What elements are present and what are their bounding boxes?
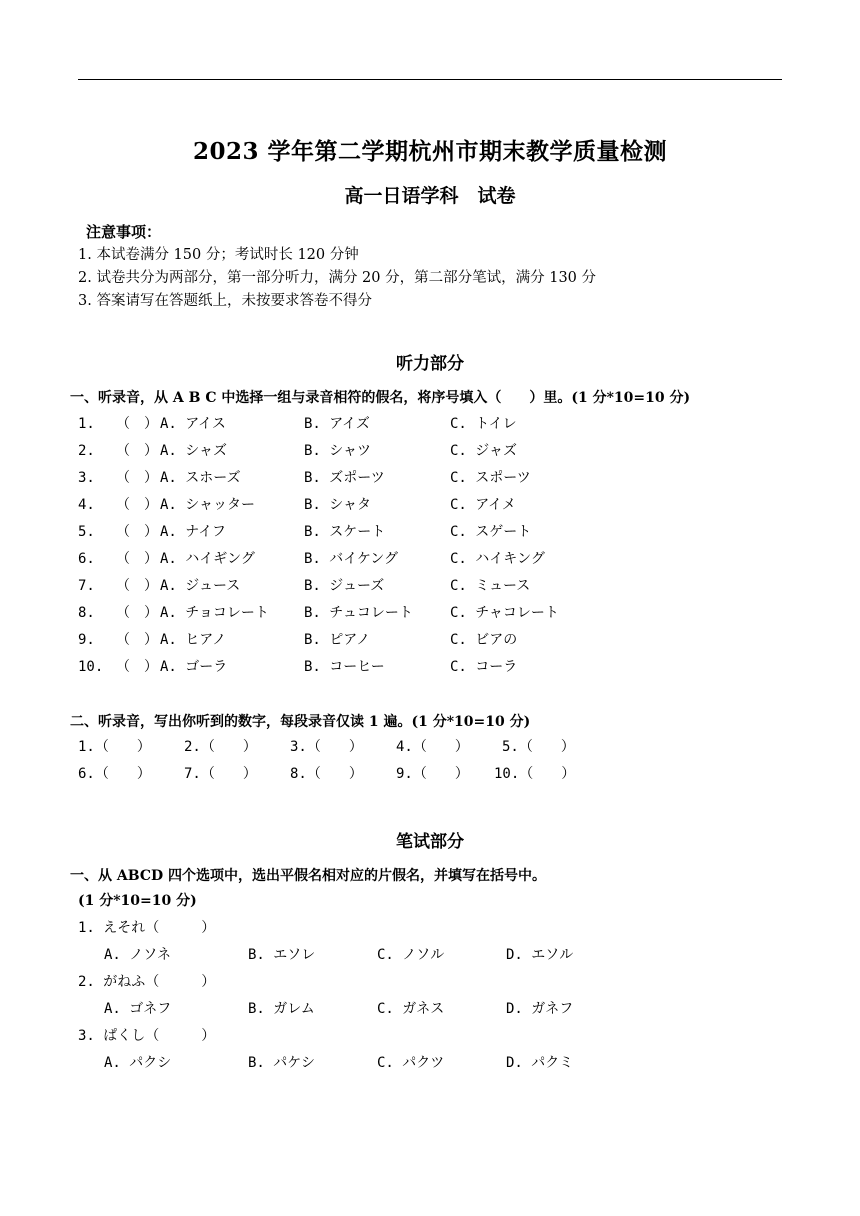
number-blank[interactable]: 2.（ ）	[184, 739, 257, 755]
number-blank[interactable]: 4.（ ）	[396, 739, 469, 755]
option-a: A. ノソネ	[104, 947, 172, 963]
option-a: A. ナイフ	[160, 524, 226, 540]
number-blank[interactable]: 1.（ ）	[78, 739, 151, 755]
option-b: B. ガレム	[248, 1001, 315, 1017]
notice-list	[78, 244, 596, 313]
answer-blank[interactable]: （ ）	[116, 659, 158, 675]
option-a: A. ジュース	[160, 578, 241, 594]
option-a: A. パクシ	[104, 1055, 172, 1071]
answer-blank[interactable]: （ ）	[116, 443, 158, 459]
writing-part1-instruction: 一、从 ABCD 四个选项中，选出平假名相对应的片假名，并填写在括号中。	[70, 868, 546, 884]
answer-blank[interactable]: （ ）	[116, 497, 158, 513]
answer-blank[interactable]: （ ）	[116, 632, 158, 648]
number-blank[interactable]: 7.（ ）	[184, 766, 257, 782]
listening-part1-instruction: 一、听录音，从 A B C 中选择一组与录音相符的假名，将序号填入（ ）里。(1 分*10=10 分)	[70, 390, 691, 406]
option-b: B. アイズ	[304, 416, 370, 432]
question-number: 8.	[78, 605, 95, 621]
option-b: B. ジューズ	[304, 578, 385, 594]
option-b: B. エソレ	[248, 947, 316, 963]
option-c: C. ガネス	[377, 1001, 445, 1017]
option-b: B. バイケング	[304, 551, 399, 567]
number-blank[interactable]: 3.（ ）	[290, 739, 363, 755]
option-b: B. シャツ	[304, 443, 372, 459]
question-stem[interactable]: 1. えそれ（ ）	[78, 920, 216, 936]
number-blank-row	[78, 734, 778, 761]
option-c: C. ビアの	[450, 632, 518, 648]
answer-blank[interactable]: （ ）	[116, 416, 158, 432]
option-c: C. アイメ	[450, 497, 516, 513]
answer-blank[interactable]: （ ）	[116, 524, 158, 540]
notice-item: 2. 试卷共分为两部分，第一部分听力，满分 20 分，第二部分笔试，满分 130 分	[78, 270, 597, 286]
option-c: C. チャコレート	[450, 605, 559, 621]
question-number: 3.	[78, 470, 95, 486]
option-d: D. パクミ	[506, 1055, 574, 1071]
number-blank[interactable]: 10.（ ）	[494, 766, 576, 782]
option-b: B. ズポーツ	[304, 470, 385, 486]
listening-section-title: 听力部分	[396, 354, 464, 374]
option-b: B. コーヒー	[304, 659, 385, 675]
option-b: B. スケート	[304, 524, 386, 540]
option-c: C. ミュース	[450, 578, 531, 594]
option-a: A. ゴーラ	[160, 659, 228, 675]
answer-blank[interactable]: （ ）	[116, 578, 158, 594]
question-number: 9.	[78, 632, 95, 648]
writing-section-title: 笔试部分	[396, 832, 464, 852]
number-blank-row	[78, 761, 778, 788]
option-c: C. スポーツ	[450, 470, 531, 486]
question-number: 7.	[78, 578, 95, 594]
option-c: C. ジャズ	[450, 443, 518, 459]
option-a: A. スホーズ	[160, 470, 241, 486]
number-blank[interactable]: 8.（ ）	[290, 766, 363, 782]
option-c: C. スゲート	[450, 524, 532, 540]
question-number: 2.	[78, 443, 95, 459]
question-stem[interactable]: 3. ぱくし（ ）	[78, 1028, 216, 1044]
exam-title: 2023 学年第二学期杭州市期末教学质量检测	[192, 138, 668, 165]
option-c: C. ハイキング	[450, 551, 545, 567]
option-a: A. シャズ	[160, 443, 228, 459]
listening-part2-instruction: 二、听录音，写出你听到的数字，每段录音仅读 1 遍。(1 分*10=10 分)	[70, 714, 531, 730]
answer-blank[interactable]: （ ）	[116, 470, 158, 486]
question-stem[interactable]: 2. がねふ（ ）	[78, 974, 216, 990]
option-c: C. トイレ	[450, 416, 517, 432]
number-blank[interactable]: 9.（ ）	[396, 766, 469, 782]
option-a: A. シャッター	[160, 497, 256, 513]
exam-subtitle: 高一日语学科 试卷	[344, 185, 516, 207]
option-b: B. パケシ	[248, 1055, 316, 1071]
option-c: C. ノソル	[377, 947, 445, 963]
notice-item: 1. 本试卷满分 150 分；考试时长 120 分钟	[78, 247, 359, 263]
header-rule	[78, 79, 782, 80]
notice-heading: 注意事项：	[86, 223, 162, 241]
question-number: 6.	[78, 551, 95, 567]
question-number: 4.	[78, 497, 95, 513]
option-b: B. ピアノ	[304, 632, 371, 648]
question-number: 1.	[78, 416, 95, 432]
option-a: A. チョコレート	[160, 605, 269, 621]
option-b: B. チュコレート	[304, 605, 413, 621]
notice-item: 3. 答案请写在答题纸上，未按要求答卷不得分	[78, 293, 372, 309]
option-d: D. ガネフ	[506, 1001, 574, 1017]
option-c: C. コーラ	[450, 659, 518, 675]
question-number: 5.	[78, 524, 95, 540]
answer-blank[interactable]: （ ）	[116, 605, 158, 621]
option-a: A. ゴネフ	[104, 1001, 172, 1017]
option-a: A. ハイギング	[160, 551, 255, 567]
option-a: A. アイス	[160, 416, 226, 432]
option-b: B. シャタ	[304, 497, 372, 513]
option-d: D. エソル	[506, 947, 574, 963]
option-a: A. ヒアノ	[160, 632, 227, 648]
writing-part1-score: (1 分*10=10 分)	[78, 893, 197, 909]
option-c: C. パクツ	[377, 1055, 445, 1071]
number-blank[interactable]: 6.（ ）	[78, 766, 151, 782]
answer-blank[interactable]: （ ）	[116, 551, 158, 567]
number-blank[interactable]: 5.（ ）	[502, 739, 575, 755]
question-number: 10.	[78, 659, 104, 675]
